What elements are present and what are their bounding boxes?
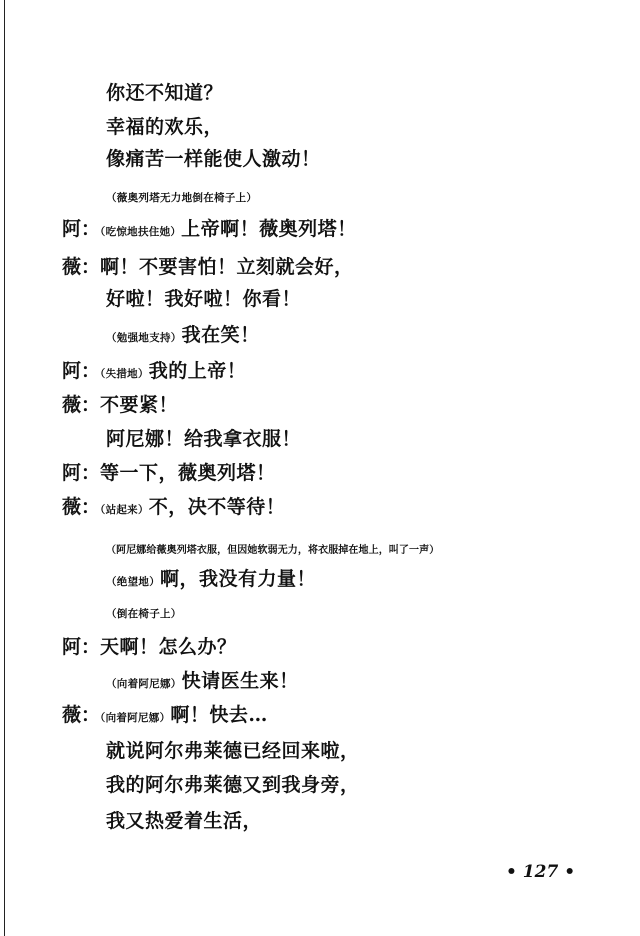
script-line <box>106 430 301 449</box>
dialogue-text: 我的上帝！ <box>148 360 247 382</box>
stage-direction: （薇奥列塔无力地倒在椅子上） <box>106 192 258 204</box>
script-line <box>106 118 223 137</box>
script-line <box>106 742 360 761</box>
speaker-label: 薇： <box>62 256 101 278</box>
dialogue-text: 你还不知道？ <box>106 82 224 104</box>
dialogue-text: 好啦！我好啦！你看！ <box>106 288 302 310</box>
script-line <box>106 570 316 589</box>
script-line <box>106 150 321 169</box>
script-line <box>106 776 360 795</box>
speaker-label: 阿： <box>62 636 101 658</box>
stage-direction: （失措地） <box>100 368 149 380</box>
script-line <box>106 672 299 691</box>
script-line <box>106 84 223 103</box>
dialogue-text: 就说阿尔弗莱德已经回来啦， <box>106 740 360 762</box>
dialogue-text: 像痛苦一样能使人激动！ <box>106 148 321 170</box>
speaker-label: 薇： <box>62 704 101 726</box>
script-line <box>106 812 262 831</box>
page-edge-line <box>4 0 5 936</box>
script-line <box>62 464 276 483</box>
stage-direction: （站起来） <box>100 504 149 516</box>
stage-direction: （阿尼娜给薇奥列塔衣服，但因她软弱无力，将衣服掉在地上，叫了一声） <box>106 545 440 556</box>
script-line <box>106 540 439 556</box>
dialogue-text: 阿尼娜！给我拿衣服！ <box>106 428 302 450</box>
speaker-label: 阿： <box>62 218 101 240</box>
speaker-label: 阿： <box>62 462 101 484</box>
stage-direction: （向着阿尼娜） <box>106 678 182 690</box>
dialogue-text: 啊，我没有力量！ <box>160 568 317 590</box>
dialogue-text: 等一下，薇奥列塔！ <box>100 462 276 484</box>
dialogue-text: 不，决不等待！ <box>148 496 286 518</box>
dialogue-text: 上帝啊！薇奥列塔！ <box>181 218 357 240</box>
speaker-label: 阿： <box>62 360 101 382</box>
script-line <box>62 706 268 725</box>
speaker-label: 薇： <box>62 496 101 518</box>
dialogue-text: 不要紧！ <box>100 394 179 416</box>
dialogue-text: 快请医生来！ <box>181 670 299 692</box>
dialogue-text: 幸福的欢乐， <box>106 116 224 138</box>
script-line <box>62 220 357 239</box>
page-number: • 127 • <box>506 862 576 882</box>
dialogue-text: 我又热爱着生活， <box>106 810 263 832</box>
stage-direction: （吃惊地扶住她） <box>100 226 182 238</box>
script-line <box>106 604 182 620</box>
script-line <box>62 396 178 415</box>
stage-direction: （勉强地支持） <box>106 332 182 344</box>
script-line <box>62 362 246 381</box>
script-line <box>106 290 301 309</box>
stage-direction: （向着阿尼娜） <box>100 712 171 724</box>
script-line <box>62 258 354 277</box>
script-line <box>62 498 285 517</box>
stage-direction: （绝望地） <box>106 576 160 588</box>
stage-direction: （倒在椅子上） <box>106 608 182 620</box>
speaker-label: 薇： <box>62 394 101 416</box>
script-line <box>62 638 237 657</box>
dialogue-text: 我在笑！ <box>181 324 260 346</box>
dialogue-text: 天啊！怎么办？ <box>100 636 237 658</box>
script-line <box>106 326 260 345</box>
dialogue-text: 啊！快去… <box>170 704 268 726</box>
dialogue-text: 我的阿尔弗莱德又到我身旁， <box>106 774 360 796</box>
dialogue-text: 啊！不要害怕！立刻就会好， <box>100 256 354 278</box>
script-line <box>106 188 257 204</box>
